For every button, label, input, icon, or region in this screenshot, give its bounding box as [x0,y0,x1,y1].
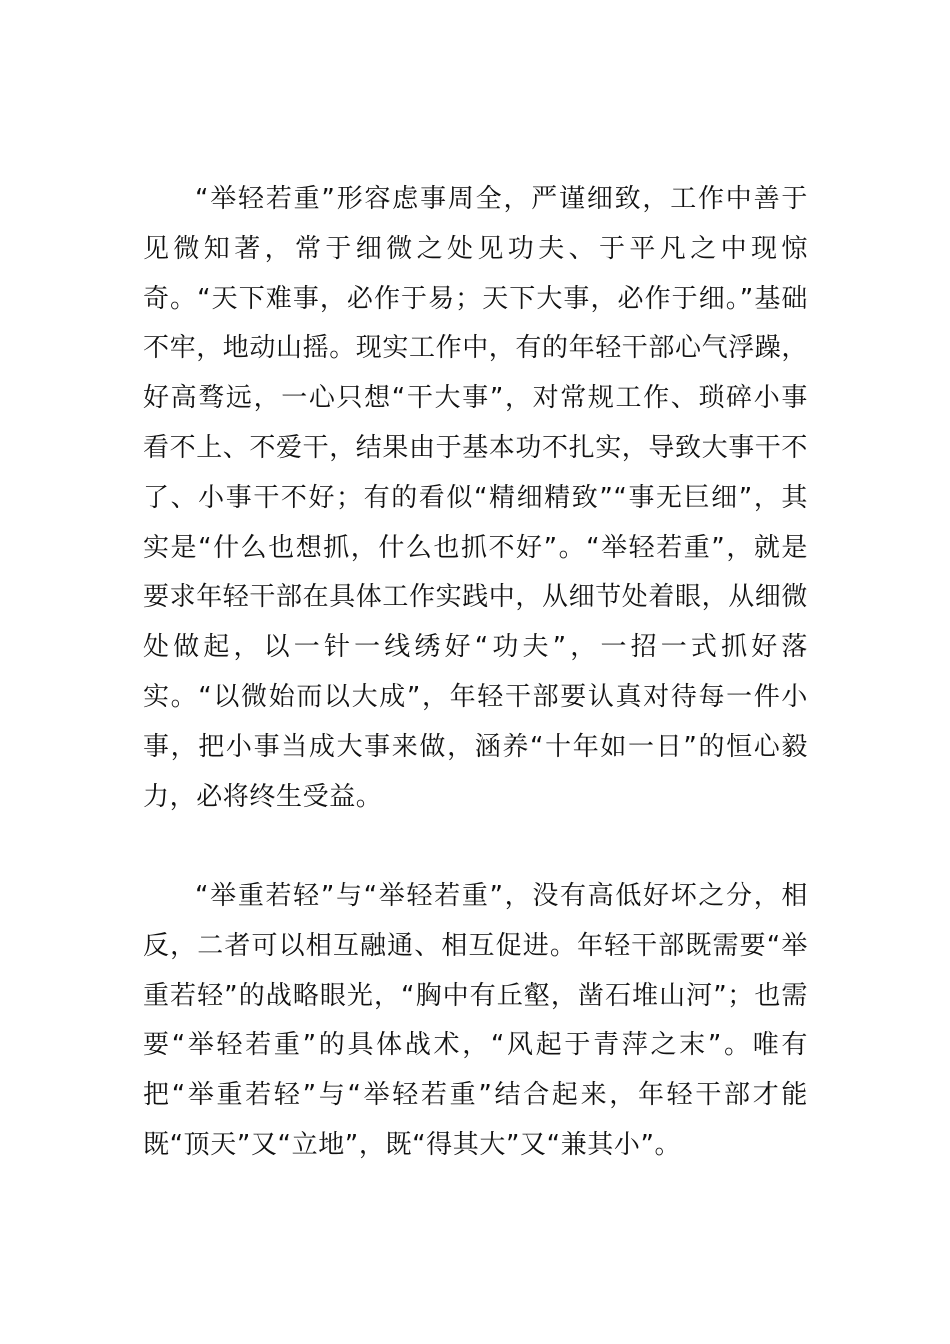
body-paragraph-2: “举重若轻”与“举轻若重”，没有高低好坏之分，相反，二者可以相互融通、相互促进。年轻干部既需要“举重若轻”的战略眼光，“胸中有丘壑，凿石堆山河”；也需要“举轻若重”的具体战术，“风起于青萍之末”。唯有把“举重若轻”与“举轻若重”结合起来，年轻干部才能既“顶天”又“立地”，既“得其大”又“兼其小”。 [143,881,808,1160]
body-paragraph-1: “举轻若重”形容虑事周全，严谨细致，工作中善于见微知著，常于细微之处见功夫、于平凡之中现惊奇。“天下难事，必作于易；天下大事，必作于细。”基础不牢，地动山摇。现实工作中，有的年轻干部心气浮躁，好高骛远，一心只想“干大事”，对常规工作、琐碎小事看不上、不爱干，结果由于基本功不扎实，导致大事干不了、小事干不好；有的看似“精细精致”“事无巨细”，其实是“什么也想抓，什么也抓不好”。“举轻若重”，就是要求年轻干部在具体工作实践中，从细节处着眼，从细微处做起，以一针一线绣好“功夫”，一招一式抓好落实。“以微始而以大成”，年轻干部要认真对待每一件小事，把小事当成大事来做，涵养“十年如一日”的恒心毅力，必将终生受益。 [143,184,809,812]
